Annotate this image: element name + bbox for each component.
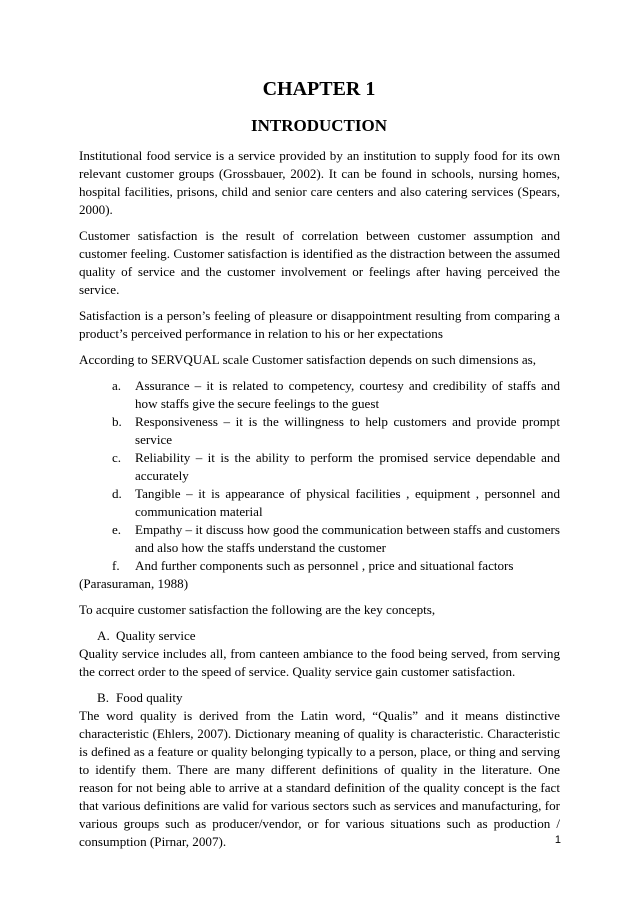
list-item-text: Empathy – it discuss how good the communication between staffs and customers and also how the staffs understand the customer — [135, 522, 560, 555]
paragraph-food-service: Institutional food service is a service provided by an institution to supply food for its own relevant customer groups (Grossbauer, 2002). It can be found in schools, nursing homes, hospital facilities, prisons, child and senior care centers and also catering services (Spears, 2000). — [79, 148, 560, 217]
list-item-text: Reliability – it is the ability to perform the promised service dependable and accurately — [135, 450, 560, 483]
list-marker: e. — [112, 522, 122, 537]
concept-marker: A. — [97, 628, 110, 643]
list-item-text: Tangible – it is appearance of physical facilities , equipment , personnel and communication material — [135, 486, 560, 519]
list-item — [79, 377, 560, 413]
chapter-title: CHAPTER 1 — [262, 78, 376, 100]
concept-heading-food-quality — [79, 689, 560, 707]
list-item — [79, 449, 560, 485]
document-body — [79, 147, 560, 859]
list-item — [79, 557, 560, 575]
paragraph-customer-satisfaction: Customer satisfaction is the result of correlation between customer assumption and customer feeling. Customer satisfaction is identified as the distraction between the assumed quality of service and the customer involvement or feelings after having perceived the service. — [79, 228, 560, 297]
list-item — [79, 485, 560, 521]
dimensions-citation: (Parasuraman, 1988) — [79, 576, 189, 591]
section-title: INTRODUCTION — [250, 116, 388, 135]
list-marker: a. — [112, 378, 122, 393]
paragraph-servqual: According to SERVQUAL scale Customer satisfaction depends on such dimensions as, — [79, 352, 537, 367]
concept-heading-quality-service — [79, 627, 560, 645]
list-marker: c. — [112, 450, 122, 465]
list-item — [79, 521, 560, 557]
list-marker: f. — [112, 558, 120, 573]
page-number: 1 — [554, 834, 561, 846]
paragraph-key-concepts: To acquire customer satisfaction the following are the key concepts, — [79, 602, 436, 617]
list-item-text: Assurance – it is related to competency, courtesy and credibility of staffs and how staffs give the secure feelings to the guest — [135, 378, 560, 411]
list-item — [79, 413, 560, 449]
list-item-text: Responsiveness – it is the willingness to help customers and provide prompt service — [135, 414, 560, 447]
list-item-text: And further components such as personnel , price and situational factors — [135, 558, 514, 573]
list-marker: b. — [112, 414, 122, 429]
concept-marker: B. — [97, 690, 110, 705]
paragraph-food-quality: The word quality is derived from the Latin word, “Qualis” and it means distinctive characteristic (Ehlers, 2007). Dictionary meaning of quality is characteristic. Characteristic is defined as a feature or quality belonging typically to a person, place, or thing and serving to identify them. There are many different definitions of quality in the literature. One reason for not being able to arrive at a standard definition of the quality concept is the fact that various definitions are valid for various sectors such as services and manufacturing, for various groups such as producer/vendor, or for various situations such as production / consumption (Pirnar, 2007). — [79, 708, 560, 849]
servqual-dimensions-list — [79, 377, 560, 575]
concept-heading-text: Quality service — [116, 628, 196, 643]
paragraph-satisfaction-definition: Satisfaction is a person’s feeling of pleasure or disappointment resulting from comparing a product’s perceived performance in relation to his or her expectations — [79, 308, 560, 341]
list-marker: d. — [112, 486, 122, 501]
paragraph-quality-service: Quality service includes all, from canteen ambiance to the food being served, from serving the correct order to the speed of service. Quality service gain customer satisfaction. — [79, 646, 560, 679]
concept-heading-text: Food quality — [116, 690, 183, 705]
